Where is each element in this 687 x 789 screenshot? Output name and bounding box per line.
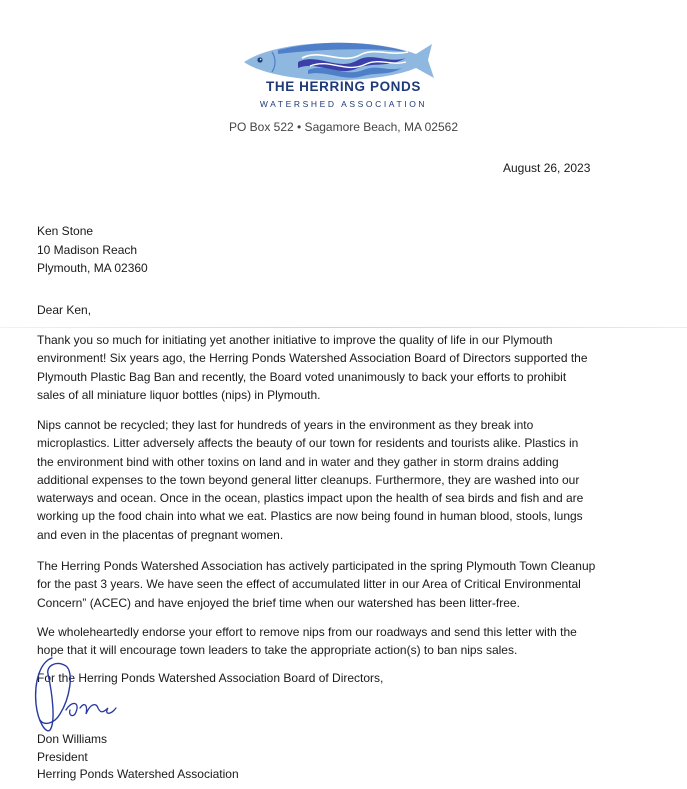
recipient-name: Ken Stone [37, 224, 94, 238]
recipient-address [37, 222, 148, 278]
paragraph-line: sales of all miniature liquor bottles (nips) in Plymouth. [37, 387, 321, 402]
recipient-street: 10 Madison Reach [37, 242, 138, 257]
paragraph-line: We wholeheartedly endorse your effort to remove nips from our roadways and send this letter with the [37, 625, 577, 639]
org-address: PO Box 522 • Sagamore Beach, MA 02562 [228, 120, 458, 134]
body-paragraph-4 [37, 623, 667, 660]
paragraph-line: Nips cannot be recycled; they last for hundreds of years in the environment as they break into [37, 418, 534, 432]
body-paragraph-2 [37, 416, 667, 544]
paragraph-line: and even in the placentas of pregnant women. [37, 527, 284, 542]
paragraph-line: the environment bind with other toxins on land and in water and they gather in storm drains adding [37, 454, 559, 469]
salutation: Dear Ken, [37, 303, 92, 317]
closing-line: For the Herring Ponds Watershed Association Board of Directors, [37, 671, 384, 685]
handwritten-signature-icon [30, 652, 130, 742]
herring-fish-logo-icon [238, 38, 434, 84]
recipient-city: Plymouth, MA 02360 [37, 261, 148, 275]
paragraph-line: Thank you so much for initiating yet another initiative to improve the quality of life in our Plymouth [37, 333, 553, 347]
body-paragraph-3 [37, 557, 667, 612]
paragraph-line: environment! Six years ago, the Herring Ponds Watershed Association Board of Directors supported the [37, 351, 588, 366]
org-name: THE HERRING PONDS [266, 79, 421, 94]
paragraph-line: Plymouth Plastic Bag Ban and recently, the Board voted unanimously to back your efforts to prohibit [37, 369, 567, 384]
signer-name: Don Williams [37, 732, 108, 746]
signer-block [37, 731, 239, 784]
paragraph-line: microplastics. Litter adversely affects the beauty of our town for residents and tourists alike. Plastics in [37, 436, 579, 451]
scan-artifact-line [0, 327, 687, 328]
paragraph-line: hope that it will encourage town leaders to take the appropriate action(s) to ban nips sales. [37, 643, 518, 658]
paragraph-line: The Herring Ponds Watershed Association has actively participated in the spring Plymouth Town Cleanup [37, 559, 596, 573]
org-subtitle: WATERSHED ASSOCIATION [259, 99, 428, 109]
signer-organization: Herring Ponds Watershed Association [37, 767, 239, 781]
paragraph-line: additional expenses to the town beyond general litter cleanups. Furthermore, they are washed into our [37, 472, 580, 487]
body-paragraph-1 [37, 331, 667, 404]
paragraph-line: for the past 3 years. We have seen the effect of accumulated litter in our Area of Critical Environmental [37, 577, 581, 592]
letter-date: August 26, 2023 [503, 161, 591, 175]
paragraph-line: Concern” (ACEC) and have enjoyed the brief time when our watershed has been litter-free. [37, 595, 520, 610]
signer-title: President [37, 749, 88, 764]
paragraph-line: working up the food chain into what we eat. Plastics are now being found in human blood, stools, lungs [37, 509, 583, 524]
paragraph-line: waterways and ocean. Once in the ocean, plastics impact upon the health of sea birds and fish and are [37, 491, 584, 506]
